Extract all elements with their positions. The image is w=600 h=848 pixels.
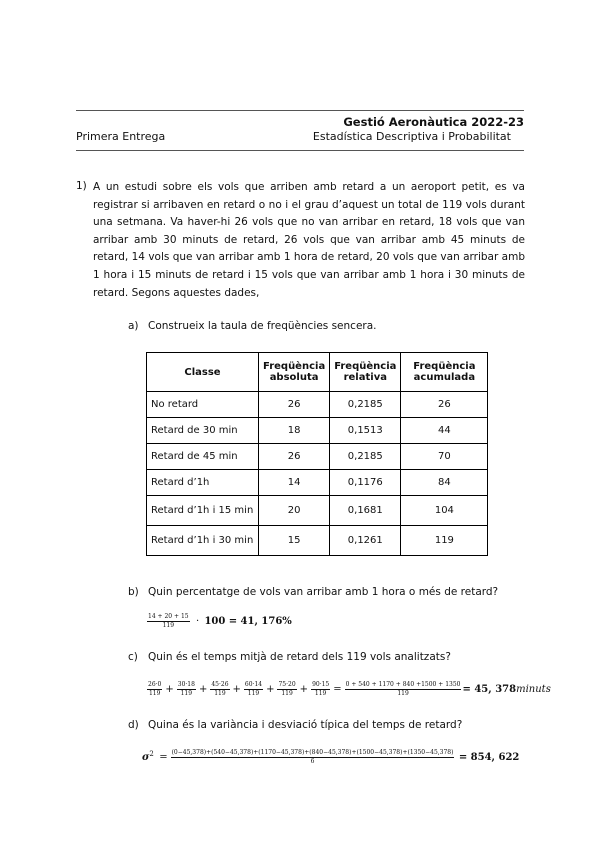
cell: Retard d’1h i 15 min (147, 496, 259, 526)
cell: 26 (259, 392, 330, 418)
table-row (147, 496, 488, 526)
cell: 26 (259, 444, 330, 470)
part-c (128, 651, 451, 663)
variance-fraction: (0−45,378)+(540−45,378)+(1170−45,378)+(840−45,378)+(1500−45,378)+(1350−45,378) 6 (171, 749, 454, 765)
part-b-text: Quin percentatge de vols van arribar amb 1 hora o més de retard? (148, 586, 499, 598)
part-b (128, 586, 498, 598)
question-text: A un estudi sobre els vols que arriben amb retard a un aeroport petit, es va registrar si arribaven en retard o no i el grau d’aquest un total de 119 vols durant una setmana. Va haver-hi 26 vols que no van arribar en retard, 18 vols que van arribar amb 30 minuts de retard, 26 vols que van arribar amb 45 minuts de retard, 14 vols que van arribar amb 1 hora de retard, 20 vols que van arribar amb 1 hora i 15 minuts de retard i 15 vols que van arribar amb 1 hora i 30 minuts de retard. Segons aquestes dades, (93, 181, 525, 299)
sum-fraction: $\frac{0 + 540 + 1170 + 840 +1500 + 1350}{119}$ (345, 681, 461, 697)
answer-b-fraction: $\frac{14 + 20 + 15}{119}$ (148, 613, 189, 629)
cell: Retard de 45 min (147, 444, 259, 470)
answer-d-result: = 854, 622 (458, 752, 520, 763)
term-fraction: $\frac{90\cdot 15}{119}$ (312, 681, 330, 697)
cell: 70 (401, 444, 488, 470)
table-row (147, 444, 488, 470)
cell: No retard (147, 392, 259, 418)
answer-b-formula (146, 613, 292, 630)
part-d-text: Quina és la variància i desviació típica del temps de retard? (148, 719, 463, 731)
cell: 119 (401, 526, 488, 556)
header-rule (76, 150, 524, 151)
part-d-label: d) (128, 719, 139, 731)
cell: 20 (259, 496, 330, 526)
header-relativa: Freqüència relativa (330, 353, 401, 392)
header-absoluta: Freqüència absoluta (259, 353, 330, 392)
cell: 0,2185 (330, 444, 401, 470)
cell: 15 (259, 526, 330, 556)
header-classe: Classe (147, 353, 259, 392)
term-fraction: $\frac{26\cdot 0}{119}$ (148, 681, 162, 697)
cell: 44 (401, 418, 488, 444)
cell: 84 (401, 470, 488, 496)
part-d (128, 719, 462, 731)
part-b-label: b) (128, 586, 139, 598)
table-row (147, 392, 488, 418)
delivery-label: Primera Entrega (76, 130, 166, 143)
cell: 26 (401, 392, 488, 418)
table-row (147, 418, 488, 444)
top-rule (76, 110, 524, 111)
course-title: Gestió Aeronàutica 2022-23 (343, 115, 524, 129)
term-fraction: $\frac{75\cdot 20}{119}$ (278, 681, 296, 697)
cell: Retard d’1h (147, 470, 259, 496)
answer-b-result: = 41, 176% (228, 616, 292, 627)
cell: 104 (401, 496, 488, 526)
part-a-text: Construeix la taula de freqüències sencera. (148, 320, 377, 332)
sigma-symbol: σ (142, 752, 150, 763)
answer-c-result: = 45, 378 (462, 684, 517, 695)
cell: Retard de 30 min (147, 418, 259, 444)
subject-label: Estadística Descriptiva i Probabilitat (312, 130, 511, 143)
cell: 18 (259, 418, 330, 444)
part-c-label: c) (128, 651, 138, 663)
sigma-exponent: 2 (149, 750, 154, 758)
table-row (147, 526, 488, 556)
cell: 14 (259, 470, 330, 496)
header-acumulada: Freqüència acumulada (401, 353, 488, 392)
question-number: 1) (76, 180, 87, 192)
answer-d-formula: $\sigma^2$ = (0−45,378)+(540−45,378)+(1170−45,378)+(840−45,378)+(1500−45,378)+(1350−45,378) 6 = 854, 622 (142, 749, 520, 765)
cell: 0,1681 (330, 496, 401, 526)
frequency-table (146, 352, 488, 556)
answer-b-times: · (195, 616, 200, 627)
term-fraction: $\frac{60\cdot 14}{119}$ (244, 681, 263, 697)
cell: 0,1513 (330, 418, 401, 444)
cell: 0,2185 (330, 392, 401, 418)
term-fraction: $\frac{30\cdot 18}{119}$ (177, 681, 195, 697)
term-fraction: $\frac{45\cdot 26}{119}$ (211, 681, 229, 697)
part-a (128, 320, 377, 332)
answer-c-formula: $\frac{26\cdot 0}{119}$ + $\frac{30\cdot 18}{119}$ + $\frac{45\cdot 26}{119}$ + $\frac{60\cdot 14}{119}$ + $\frac{75\cdot 20}{119}$ + $\frac{90\cdot 15}{119}$ = $\frac{0 + 540 + 1170 + 840 +1500 + 1350}{119}$ = 45, 378minuts (148, 681, 551, 697)
cell: 0,1261 (330, 526, 401, 556)
cell: 0,1176 (330, 470, 401, 496)
part-a-label: a) (128, 320, 139, 332)
table-header-row (147, 353, 488, 392)
answer-c-unit: minuts (516, 684, 551, 695)
part-c-text: Quin és el temps mitjà de retard dels 119 vols analitzats? (148, 651, 451, 663)
answer-b-factor: 100 (204, 616, 226, 627)
table-row (147, 470, 488, 496)
cell: Retard d’1h i 30 min (147, 526, 259, 556)
